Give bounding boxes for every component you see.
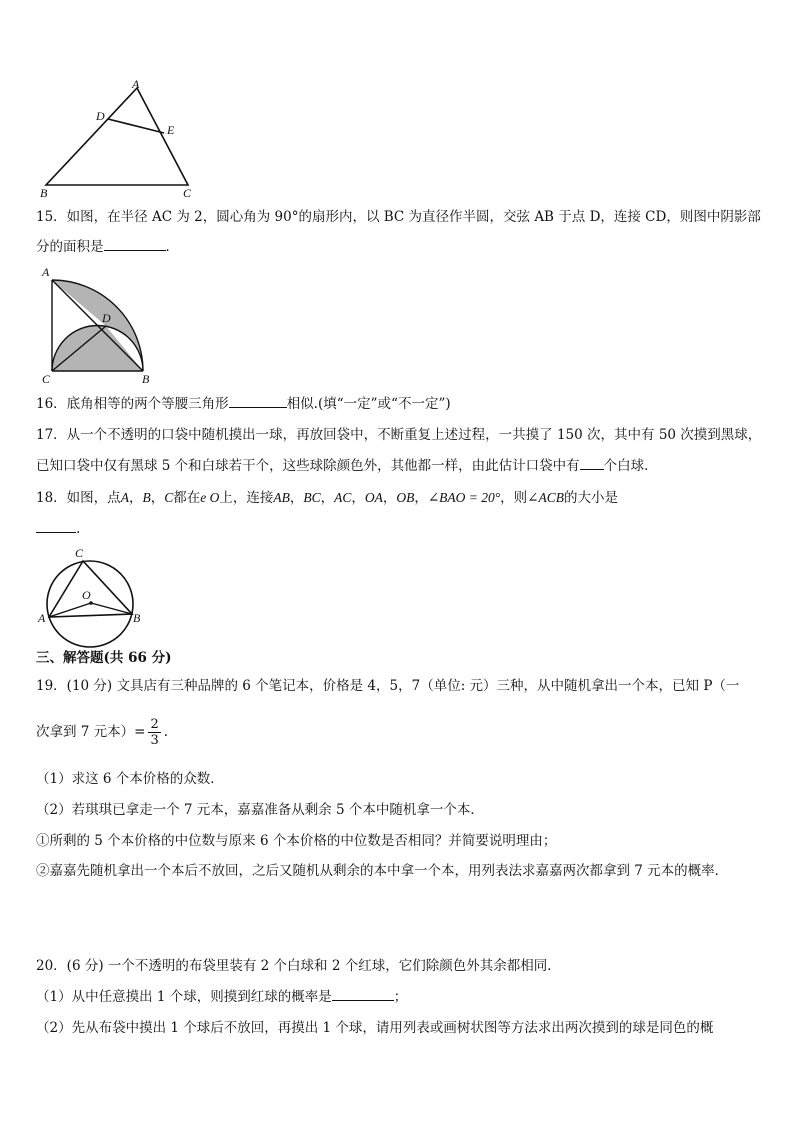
q18-text-b: 都在 — [173, 490, 201, 506]
q15-line2-pre: 分的面积是 — [36, 239, 104, 255]
q19-line2 — [36, 714, 168, 750]
q18-text-a: 18．如图，点 — [36, 490, 121, 506]
q17-line2-pre: 已知口袋中仅有黑球 5 个和白球若干个，这些球除颜色外，其他都一样，由此估计口袋中有 — [36, 458, 580, 474]
q18-seg-OB: OB — [396, 490, 415, 505]
q18-point-B: B — [142, 490, 151, 505]
q20-sub2: （2）先从布袋中摸出 1 个球后不放回，再摸出 1 个球，请用列表或画树状图等方法求出两次摸到的球是同色的概 — [36, 1020, 714, 1036]
q20-sub1-post: ； — [393, 989, 408, 1005]
circle-figure — [36, 546, 156, 650]
q17-line2-post: 个白球． — [603, 458, 658, 474]
q18-point-C: C — [164, 490, 174, 505]
triangle-label-D: D — [96, 109, 105, 123]
q17-answer-blank — [580, 457, 604, 470]
triangle-label-E: E — [167, 123, 175, 137]
q18-point-A: A — [120, 490, 129, 505]
circle-label-O: O — [82, 588, 91, 602]
q20-answer-blank — [332, 988, 394, 1001]
sector-label-B: B — [142, 372, 150, 386]
q19-sub1: （1）求这 6 个本价格的众数． — [36, 771, 224, 787]
triangle-label-B: B — [40, 186, 48, 200]
q19-sub2a: ①所剩的 5 个本价格的中位数与原来 6 个本价格的中位数是否相同？并简要说明理由； — [36, 833, 557, 849]
triangle-label-C: C — [183, 186, 192, 200]
q18-seg-AC: AC — [334, 490, 352, 505]
q19-sub2: （2）若琪琪已拿走一个 7 元本，嘉嘉准备从剩余 5 个本中随机拿一个本． — [36, 802, 484, 818]
q16-answer-blank — [229, 395, 287, 408]
q19-line1: 19．(10 分) 文具店有三种品牌的 6 个笔记本，价格是 4，5，7（单位: 元）三种，从中随机拿出一个本，已知 P（一 — [36, 678, 740, 694]
sector-label-A: A — [42, 265, 50, 279]
q20-sub1 — [36, 988, 407, 1006]
q15-line2-post: ． — [165, 239, 179, 255]
section3-title: 三、解答题(共 66 分) — [36, 650, 172, 666]
q18-seg-OA: OA — [364, 490, 383, 505]
q20-line1: 20．(6 分) 一个不透明的布袋里装有 2 个白球和 2 个红球，它们除颜色外其余都相同． — [36, 958, 561, 974]
circle-label-A: A — [38, 611, 46, 625]
q18-line2-post: . — [76, 521, 81, 537]
q16-line — [36, 395, 451, 413]
q18-seg-BC: BC — [303, 490, 321, 505]
q18-angle-BAO: ∠BAO = 20° — [427, 490, 501, 505]
q15-answer-blank — [104, 238, 166, 251]
q18-answer-blank — [36, 520, 76, 533]
q18-angle-ACB: ∠ACB — [527, 490, 564, 505]
q20-sub1-pre: （1）从中任意摸出 1 个球，则摸到红球的概率是 — [36, 989, 332, 1005]
q18-line2 — [36, 520, 80, 538]
sector-label-C: C — [42, 372, 51, 386]
q17-line1: 17．从一个不透明的口袋中随机摸出一球，再放回袋中，不断重复上述过程，一共摸了 150 次，其中有 50 次摸到黑球， — [36, 427, 762, 443]
triangle-label-A: A — [132, 78, 140, 91]
q19-fraction — [148, 717, 160, 748]
q18-text-e: 的大小是 — [563, 490, 618, 506]
q18-circle-symbol: e O — [200, 490, 220, 505]
q16-pre: 16．底角相等的两个等腰三角形 — [36, 396, 229, 412]
q17-line2 — [36, 457, 658, 475]
q18-seg-AB: AB — [273, 490, 290, 505]
q19-frac-numerator: 2 — [150, 717, 159, 732]
q18-line1: 18．如图，点A，B，C都在e O上，连接AB，BC，AC，OA，OB，∠BAO = 20°，则∠ACB的大小是 — [36, 490, 618, 506]
q15-line1: 15．如图，在半径 AC 为 2，圆心角为 90°的扇形内，以 BC 为直径作半圆，交弦 AB 于点 D，连接 CD，则图中阴影部 — [36, 209, 761, 225]
sector-figure — [38, 262, 158, 386]
q18-text-c: 上，连接 — [219, 490, 274, 506]
q19-frac-denominator: 3 — [150, 733, 159, 748]
circle-label-C: C — [75, 546, 84, 560]
q18-text-d: ，则 — [500, 490, 528, 506]
q19-line2-post: . — [163, 724, 169, 740]
q19-line2-pre: 次拿到 7 元本）= — [36, 724, 146, 740]
sector-label-D: D — [102, 311, 111, 325]
circle-label-B: B — [133, 611, 141, 625]
q19-sub2b: ②嘉嘉先随机拿出一个本后不放回，之后又随机从剩余的本中拿一个本，用列表法求嘉嘉两次都拿到 7 元本的概率． — [36, 863, 729, 879]
q16-post: 相似.(填“一定”或“不一定”) — [286, 396, 451, 412]
triangle-figure — [36, 78, 206, 200]
q15-line2 — [36, 238, 179, 256]
